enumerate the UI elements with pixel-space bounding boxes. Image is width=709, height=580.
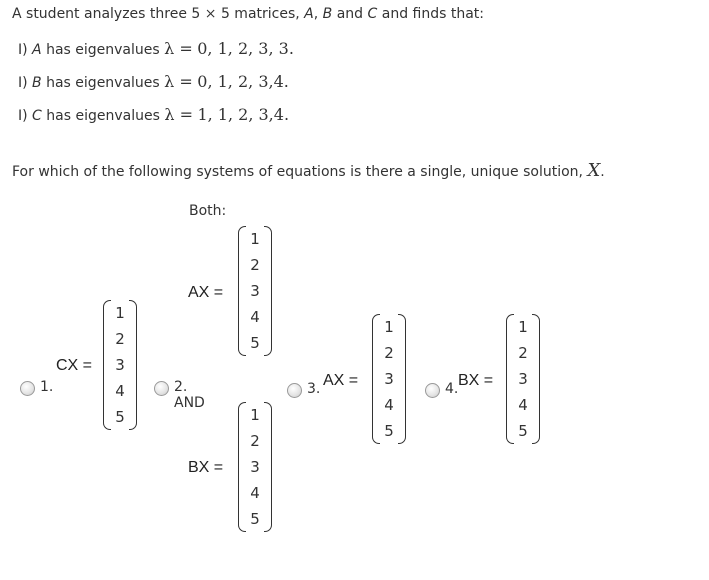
vector-entry: 5: [250, 510, 260, 528]
matrix-c-name: C: [367, 6, 378, 22]
option-3-vector: [372, 314, 406, 444]
vector-entry: 2: [384, 344, 394, 362]
fact-roman: I): [18, 108, 28, 124]
vector-entry: 2: [250, 432, 260, 450]
fact-var: B: [32, 75, 42, 91]
fact-text: has eigenvalues: [46, 42, 160, 58]
fact-var: A: [32, 42, 42, 58]
eigenvalues: 1, 1, 2, 3,4.: [197, 105, 290, 124]
vector-entry: 5: [115, 408, 125, 426]
radio-option-3[interactable]: [287, 383, 302, 398]
radio-option-4[interactable]: [425, 383, 440, 398]
option-4-equation: BX =: [458, 372, 494, 389]
vector-entry: 3: [384, 370, 394, 388]
radio-option-1[interactable]: [20, 381, 35, 396]
vector-entry: 5: [384, 422, 394, 440]
vector-entry: 1: [250, 406, 260, 424]
option-2-label: 2. AND: [174, 379, 205, 411]
matrix-a-name: A: [304, 6, 314, 22]
vector-entry: 1: [115, 304, 125, 322]
vector-entry: 1: [384, 318, 394, 336]
vector-entry: 5: [250, 334, 260, 352]
option-2-bottom-equation: BX =: [188, 459, 224, 476]
prompt-var: X: [587, 160, 601, 181]
intro-comma: ,: [313, 6, 319, 22]
vector-entry: 4: [250, 308, 260, 326]
vector-entry: 3: [250, 282, 260, 300]
question-prompt: [12, 160, 605, 181]
option-3-equation: AX =: [323, 372, 359, 389]
matrix-b-name: B: [322, 6, 333, 22]
option-2-heading: Both:: [189, 203, 227, 219]
intro-mid: 5 matrices,: [220, 6, 300, 22]
prompt-text: For which of the following systems of equations is there a single, unique solution,: [12, 164, 583, 180]
fact-roman: I): [18, 42, 28, 58]
fact-roman: I): [18, 75, 28, 91]
fact-text: has eigenvalues: [46, 108, 160, 124]
fact-var: C: [32, 108, 42, 124]
vector-entry: 4: [518, 396, 528, 414]
lambda-symbol: λ =: [164, 72, 193, 91]
intro-line: [12, 6, 484, 22]
fact-c: [18, 105, 289, 124]
vector-entry: 1: [518, 318, 528, 336]
vector-entry: 2: [518, 344, 528, 362]
radio-option-2[interactable]: [154, 381, 169, 396]
vector-entry: 5: [518, 422, 528, 440]
vector-entry: 3: [250, 458, 260, 476]
vector-entry: 4: [115, 382, 125, 400]
times-symbol: ×: [204, 6, 217, 22]
option-2-bottom-vector: [238, 402, 272, 532]
vector-entry: 2: [250, 256, 260, 274]
fact-text: has eigenvalues: [46, 75, 160, 91]
lambda-symbol: λ =: [164, 39, 193, 58]
vector-entry: 4: [384, 396, 394, 414]
vector-entry: 3: [115, 356, 125, 374]
option-2-top-equation: AX =: [188, 284, 224, 301]
vector-entry: 1: [250, 230, 260, 248]
option-1-label: 1.: [40, 379, 54, 395]
option-4-label: 4.: [445, 381, 459, 397]
vector-entry: 4: [250, 484, 260, 502]
intro-suffix: and finds that:: [381, 6, 485, 22]
option-2-top-vector: [238, 226, 272, 356]
prompt-end: .: [600, 164, 605, 180]
option-3-label: 3.: [307, 381, 321, 397]
vector-entry: 2: [115, 330, 125, 348]
intro-prefix: A student analyzes three 5: [12, 6, 201, 22]
fact-a: [18, 39, 294, 58]
eigenvalues: 0, 1, 2, 3, 3.: [197, 39, 294, 58]
eigenvalues: 0, 1, 2, 3,4.: [197, 72, 289, 91]
option-4-vector: [506, 314, 540, 444]
option-1-vector: [103, 300, 137, 430]
option-1-equation: CX =: [56, 357, 93, 374]
fact-b: [18, 72, 289, 91]
vector-entry: 3: [518, 370, 528, 388]
intro-and: and: [336, 6, 364, 22]
lambda-symbol: λ =: [164, 105, 193, 124]
